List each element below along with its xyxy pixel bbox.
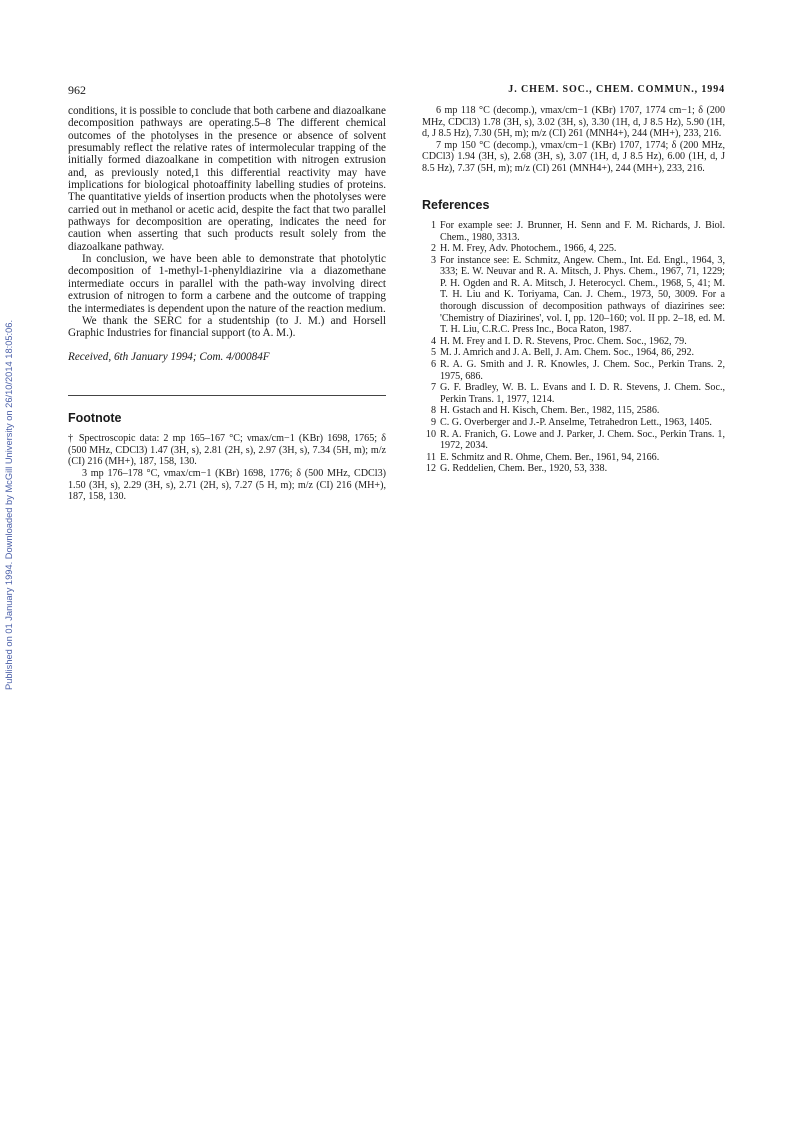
reference-item: [422, 463, 725, 475]
reference-list: [422, 220, 725, 475]
section-divider: [68, 395, 386, 396]
reference-text: E. Schmitz and R. Ohme, Chem. Ber., 1961, 94, 2166.: [440, 451, 660, 463]
right-column: [422, 105, 725, 475]
reference-number: 11: [426, 451, 436, 463]
references-heading: References: [422, 197, 490, 212]
reference-item: [422, 417, 725, 429]
reference-item: [422, 382, 725, 405]
reference-item: [422, 220, 725, 243]
left-column: [68, 105, 386, 503]
reference-item: [422, 429, 725, 452]
reference-item: [422, 359, 725, 382]
reference-number: 12: [425, 463, 436, 475]
reference-number: 6: [430, 359, 436, 371]
reference-number: 3: [430, 254, 436, 266]
reference-item: [422, 243, 725, 255]
reference-number: 2: [430, 243, 436, 255]
reference-text: G. Reddelien, Chem. Ber., 1920, 53, 338.: [440, 463, 608, 475]
reference-item: [422, 405, 725, 417]
reference-text: H. M. Frey and I. D. R. Stevens, Proc. Chem. Soc., 1962, 79.: [440, 335, 687, 347]
received-line: Received, 6th January 1994; Com. 4/00084F: [68, 350, 270, 363]
reference-text: For instance see: E. Schmitz, Angew. Chem., Int. Ed. Engl., 1964, 3, 333; E. W. Neuvar and R. A. Mitsch, J. Phys. Chem., 1967, 71, 1229; P. H. Ogden and R. A. Mitsch, J. Heterocycl. Chem., 1968, 5, 41; M. T. H. Liu and K. Toriyama, Can. J. Chem., 1973, 50, 3009. For a thorough discussion of decomposition pathways of diazirines see: 'Chemistry of Diazirines', vol. I, pp. 120–160; vol. II pp. 2–18, ed. M. T. H. Liu, C.R.C. Press Inc., Boca Raton, 1987.: [440, 254, 725, 336]
reference-item: [422, 255, 725, 336]
reference-item: [422, 452, 725, 464]
reference-number: 4: [430, 335, 436, 347]
footnote-paragraph: 6 mp 118 °C (decomp.), νmax/cm−1 (KBr) 1707, 1774 cm−1; δ (200 MHz, CDCl3) 1.78 (3H, s), 3.02 (3H, s), 3.30 (1H, d, J 8.5 Hz), 5.90 (1H, d, J 8.5 Hz), 7.30 (5H, m); m/z (CI) 261 (MNH4+), 244 (MH+), 233, 216.: [422, 105, 725, 140]
acknowledgement: We thank the SERC for a studentship (to J. M.) and Horsell Graphic Industries for financial support (to A. M.).: [68, 314, 386, 340]
journal-header: J. CHEM. SOC., CHEM. COMMUN., 1994: [508, 84, 725, 95]
reference-text: M. J. Amrich and J. A. Bell, J. Am. Chem. Soc., 1964, 86, 292.: [440, 347, 695, 359]
footnote-paragraph: † Spectroscopic data: 2 mp 165–167 °C; νmax/cm−1 (KBr) 1698, 1765; δ (500 MHz, CDCl3) 1.47 (3H, s), 2.81 (2H, s), 2.97 (3H, s), 7.34 (5H, m); m/z (CI) 216 (MH+), 187, 158, 130.: [68, 433, 386, 468]
publication-sidebar-note: [4, 290, 18, 690]
reference-item: [422, 336, 725, 348]
body-paragraph: conditions, it is possible to conclude that both carbene and diazoalkane decomposition pathways are operating.5–8 The different chemical outcomes of the photolyses in the presence or absence of solvent presumably reflect the relative rates of intermolecular trapping of the initially formed diazoalkane in competition with nitrogen extrusion and, as previously noted,1 this differential reactivity may have implications for biological photoaffinity labelling studies of proteins. The quantitative yields of insertion products when the photolyses were carried out in methanol or acetic acid, despite the fact that two parallel pathways for decomposition are operating, indicates the need for caution when asserting that such products result solely from the diazoalkane pathway.: [68, 105, 386, 253]
body-paragraph: In conclusion, we have been able to demonstrate that photolytic decomposition of 1-methyl-1-phenyldiazirine via a diazomethane intermediate occurs in parallel with the path-way involving direct extrusion of nitrogen to form a carbene and the outcome of trapping the intermediates is dependent upon the nature of the reaction medium.: [68, 253, 386, 315]
reference-text: For example see: J. Brunner, H. Senn and F. M. Richards, J. Biol. Chem., 1980, 3313.: [440, 219, 725, 243]
footnote-heading: Footnote: [68, 410, 122, 425]
reference-number: 10: [425, 428, 436, 440]
page-number: 962: [68, 83, 86, 97]
reference-text: R. A. Franich, G. Lowe and J. Parker, J. Chem. Soc., Perkin Trans. 1, 1972, 2034.: [440, 428, 725, 452]
reference-number: 9: [430, 417, 436, 428]
references-section: [422, 199, 725, 475]
reference-number: 7: [430, 382, 436, 394]
sidebar-text: Published on 01 January 1994. Downloaded by McGill University on 26/10/2014 18:05:06.: [4, 319, 14, 690]
reference-item: [422, 347, 725, 359]
reference-text: C. G. Overberger and J.-P. Anselme, Tetrahedron Lett., 1963, 1405.: [440, 417, 712, 428]
reference-text: H. Gstach and H. Kisch, Chem. Ber., 1982, 115, 2586.: [440, 405, 660, 417]
reference-text: H. M. Frey, Adv. Photochem., 1966, 4, 225.: [440, 243, 617, 255]
reference-text: R. A. G. Smith and J. R. Knowles, J. Chem. Soc., Perkin Trans. 2, 1975, 686.: [440, 359, 725, 382]
reference-text: G. F. Bradley, W. B. L. Evans and I. D. R. Stevens, J. Chem. Soc., Perkin Trans. 1, 1977, 1214.: [440, 382, 725, 405]
reference-number: 1: [430, 219, 436, 231]
footnote-paragraph: 3 mp 176–178 °C, νmax/cm−1 (KBr) 1698, 1776; δ (500 MHz, CDCl3) 1.50 (3H, s), 2.29 (3H, s), 2.71 (2H, s), 7.27 (5 H, m); m/z (CI) 216 (MH+), 187, 158, 130.: [68, 468, 386, 503]
reference-number: 8: [430, 405, 436, 417]
reference-number: 5: [430, 347, 436, 359]
footnote-paragraph: 7 mp 150 °C (decomp.), νmax/cm−1 (KBr) 1707, 1774; δ (200 MHz, CDCl3) 1.94 (3H, s), 2.68 (3H, s), 3.07 (1H, d, J 8.5 Hz), 6.00 (1H, d, J 8.5 Hz), 7.37 (5H, m); m/z (CI) 261 (MNH4+), 244 (MH+), 233, 216.: [422, 139, 725, 174]
